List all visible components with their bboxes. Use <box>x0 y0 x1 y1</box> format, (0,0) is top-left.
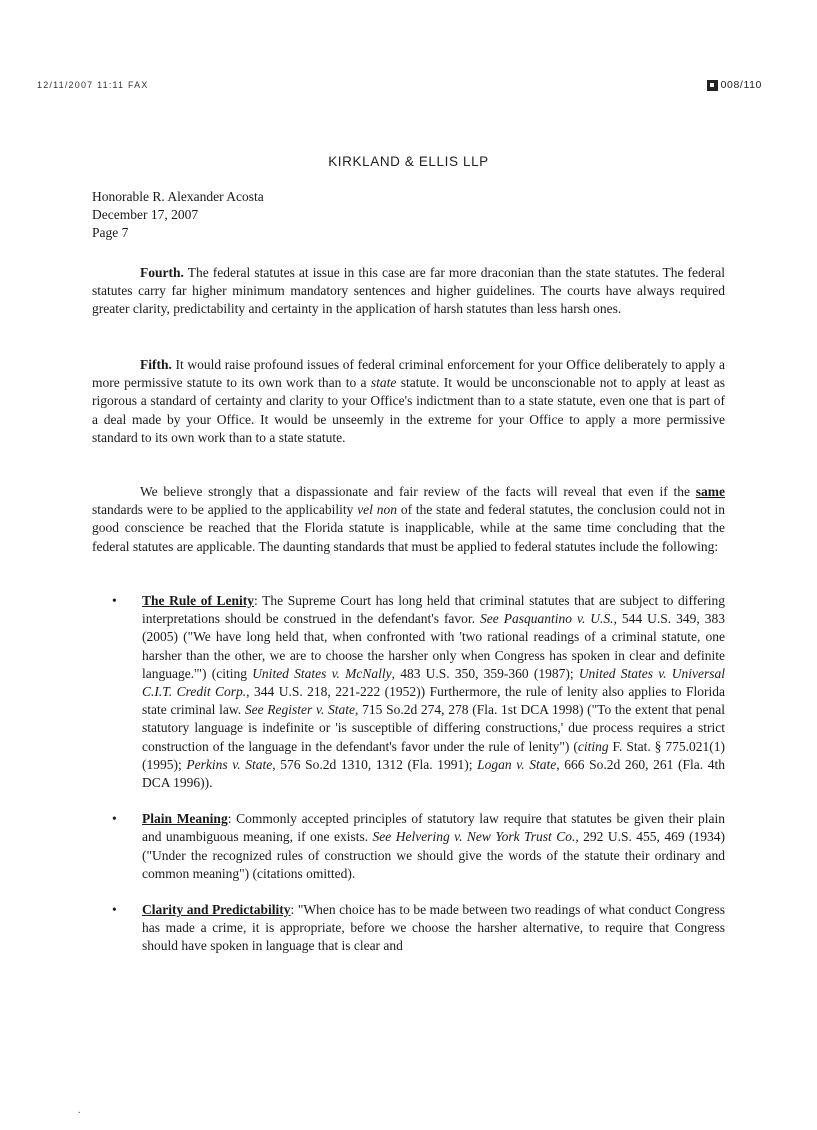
bullet-text: : The Supreme Court has long held that criminal statutes that are subject to differing interpretations should be construed in the defendant's favor. <box>142 593 725 627</box>
fax-timestamp-left: 12/11/2007 11:11 FAX <box>37 80 149 90</box>
paragraph-fifth <box>92 356 725 447</box>
citation: See Helvering v. New York Trust Co. <box>372 829 576 845</box>
bullet-term: Plain Meaning <box>142 811 228 827</box>
bullet-text: , 292 U.S. 455, 469 (1934) ("Under the recognized rules of construction we should give the words of the statute their ordinary and common meaning") (citations omitted). <box>142 829 726 881</box>
paragraph-text: We believe strongly that a dispassionate and fair review of the facts will reveal that even if the <box>140 484 696 499</box>
citation: Logan v. State <box>477 756 557 772</box>
letter-date: December 17, 2007 <box>92 207 199 222</box>
emphasis-vel-non: vel non <box>357 502 397 518</box>
paragraph-fourth <box>92 264 725 319</box>
recipient-name: Honorable R. Alexander Acosta <box>92 189 264 204</box>
citation: United States v. McNally <box>252 665 392 681</box>
paragraph-believe <box>92 483 725 556</box>
citation: See Pasquantino v. U.S. <box>480 611 614 627</box>
emphasis-state: state <box>370 375 397 391</box>
bullet-term: Clarity and Predictability <box>142 902 291 918</box>
paragraph-text: The federal statutes at issue in this case are far more draconian than the state statutes. The federal statutes carry far higher minimum mandatory sentences and higher guidelines. The courts have always required greater clarity, predictability and certainty in the application of harsh statutes than less harsh ones. <box>92 265 725 317</box>
bullet-text: F. Stat. § 775.021(1) (1995); <box>142 738 725 772</box>
fax-page-icon <box>707 80 718 91</box>
paragraph-text: of the state and federal statutes, the conclusion could not in good conscience be reached that the Florida statute is inapplicable, while at the same time concluding that the federal statutes are applicable. The daunting standards that must be applied to federal statutes include the following: <box>92 502 725 554</box>
firm-letterhead: KIRKLAND & ELLIS LLP <box>328 154 489 169</box>
fax-page-counter <box>707 79 762 91</box>
bullet-text: , 544 U.S. 349, 383 (2005) ("We have long held that, when confronted with 'two rational readings of a criminal statute, one harsher than the other, we are to choose the harsher only when Congress has spoken in clear and definite language.'") (citing <box>142 611 725 681</box>
paragraph-lead: Fifth. <box>140 357 172 372</box>
recipient-block <box>92 188 264 242</box>
margin-mark: . <box>78 1105 81 1116</box>
citation: See Register v. State <box>244 702 356 718</box>
emphasis-same: same <box>695 484 725 499</box>
bullet-text: : "When choice has to be made between two readings of what conduct Congress has made a crime, it is appropriate, before we choose the harsher alternative, to require that Congress should have spoken in language that is clear and <box>142 902 725 954</box>
paragraph-text: It would raise profound issues of federal criminal enforcement for your Office deliberately to apply a more permissive statute to its own work than to a <box>92 357 725 391</box>
bullet-text: , 344 U.S. 218, 221-222 (1952)) Furthermore, the rule of lenity also applies to Florida state criminal law. <box>142 684 725 718</box>
paragraph-text: standards were to be applied to the applicability <box>92 502 358 518</box>
bullet-text: , 715 So.2d 274, 278 (Fla. 1st DCA 1998) ("To the extent that penal statutory language is indefinite or 'is susceptible of differing constructions,' due process requires a strict construction of the language in the defendant's favor under the rule of lenity") ( <box>142 702 725 754</box>
paragraph-lead: Fourth. <box>140 265 184 280</box>
fax-page-number: 008/110 <box>720 79 762 91</box>
bullet-text: , 483 U.S. 350, 359-360 (1987); <box>391 665 579 681</box>
bullet-clarity-predictability <box>112 901 725 956</box>
paragraph-text: statute. It would be unconscionable not to apply at least as rigorous a standard of certainty and clarity to your Office's indictment than to a state statute, even one that is part of a deal made by your Office. It would be unseemly in the extreme for your Office to apply a more permissive standard to its own work than to a state statute. <box>92 375 725 445</box>
bullet-rule-of-lenity <box>112 592 725 792</box>
bullet-plain-meaning <box>112 810 725 883</box>
standards-list <box>112 592 725 956</box>
citation: citing <box>577 738 609 754</box>
bullet-term: The Rule of Lenity <box>142 593 255 608</box>
bullet-text: , 576 So.2d 1310, 1312 (Fla. 1991); <box>272 756 478 772</box>
citation: United States v. Universal C.I.T. Credit Corp. <box>142 665 726 700</box>
bullet-text: : Commonly accepted principles of statutory law require that statutes be given their plain and unambiguous meaning, if one exists. <box>142 811 725 845</box>
bullet-text: , 666 So.2d 260, 261 (Fla. 4th DCA 1996)). <box>142 756 725 791</box>
page-number: Page 7 <box>92 225 129 240</box>
citation: Perkins v. State <box>186 756 273 772</box>
